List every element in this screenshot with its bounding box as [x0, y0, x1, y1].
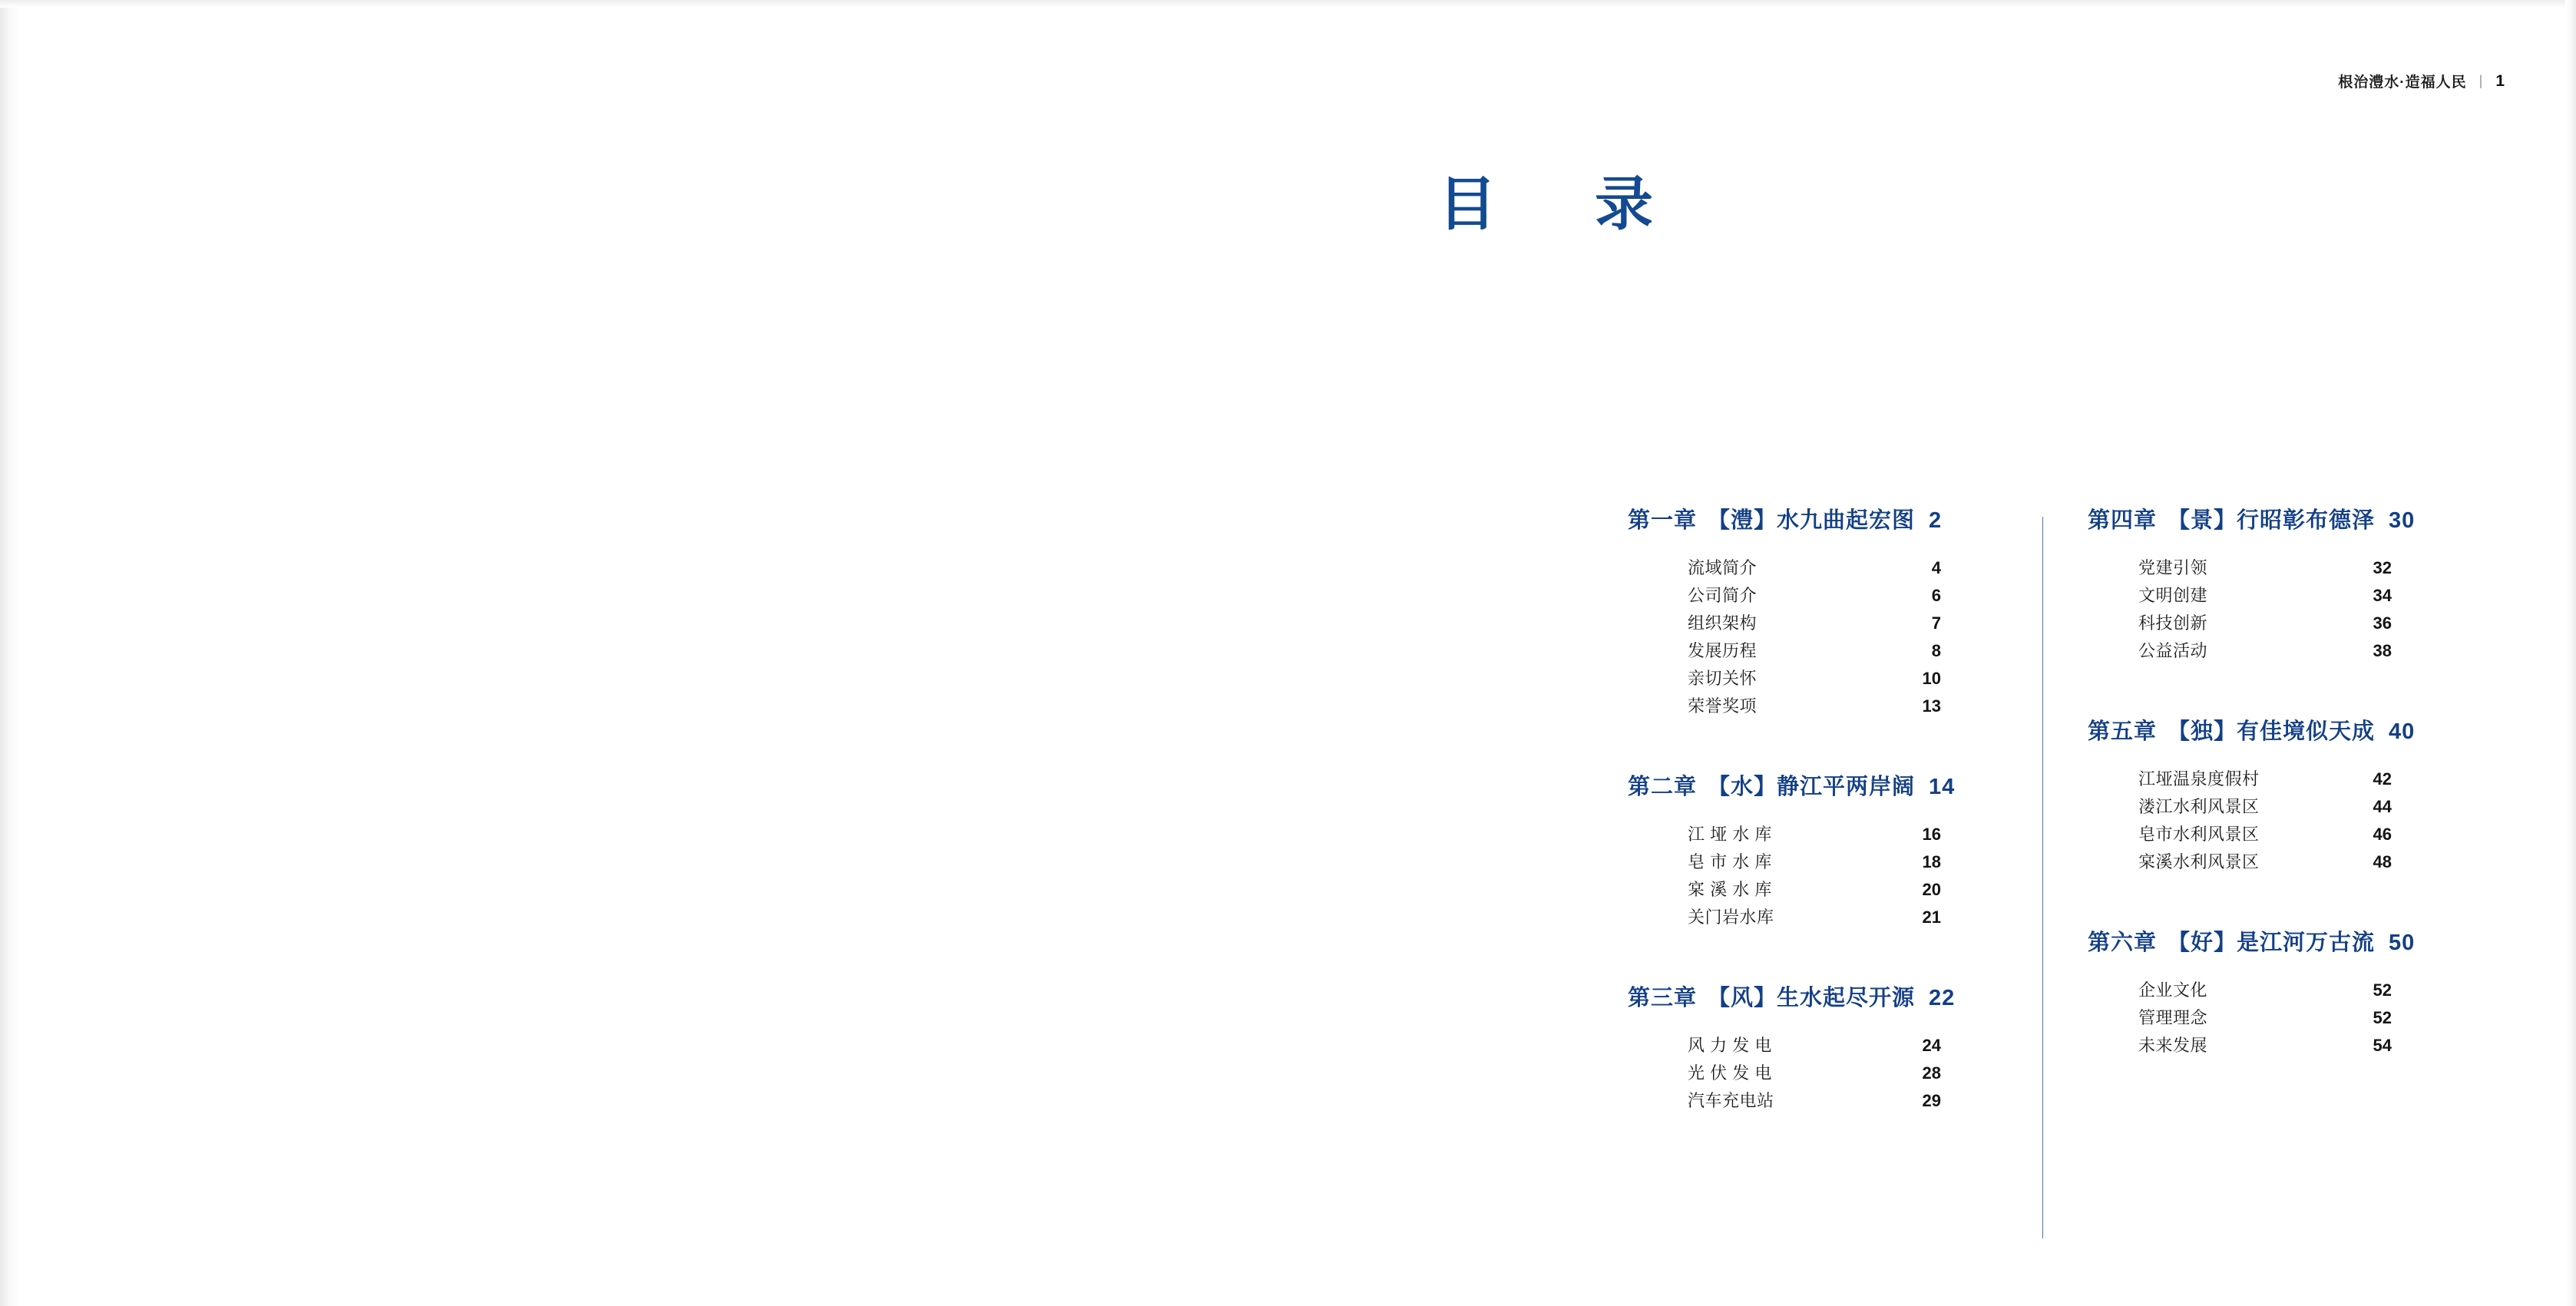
list-item[interactable] [1688, 582, 1941, 610]
entry-label: 党建引领 [2138, 558, 2208, 577]
entry-label: 管理理念 [2138, 1008, 2208, 1027]
list-item[interactable] [2138, 821, 2392, 848]
entry-page-number: 6 [1931, 586, 1941, 605]
list-item[interactable] [2138, 1032, 2392, 1060]
chapter-block[interactable] [2088, 925, 2502, 1060]
chapter-number: 第六章 [2088, 931, 2158, 955]
entry-page-number: 18 [1922, 852, 1941, 871]
running-header-title: 根治澧水·造福人民 [2338, 74, 2467, 91]
entry-label: 风 力 发 电 [1688, 1036, 1772, 1055]
chapter-title: 【景】行昭彰布德泽 [2168, 508, 2376, 533]
chapter-block[interactable] [2088, 503, 2502, 665]
list-item[interactable] [2138, 977, 2392, 1004]
chapter-number: 第二章 [1628, 775, 1698, 799]
chapter-entry-list [2088, 765, 2502, 876]
entry-label: 企业文化 [2138, 980, 2208, 1000]
chapter-number: 第三章 [1628, 986, 1698, 1010]
table-of-contents [1628, 503, 2503, 1238]
chapter-page-number: 2 [1929, 508, 1943, 533]
chapter-block[interactable] [2088, 714, 2502, 876]
entry-label: 皂 市 水 库 [1688, 852, 1772, 871]
list-item[interactable] [2138, 610, 2392, 637]
entry-label: 光 伏 发 电 [1688, 1063, 1772, 1083]
list-item[interactable] [1688, 693, 1941, 720]
entry-label: 江垭温泉度假村 [2138, 769, 2260, 789]
entry-page-number: 42 [2373, 769, 2392, 789]
list-item[interactable] [1688, 1060, 1941, 1087]
chapter-page-number: 30 [2389, 508, 2416, 533]
entry-page-number: 46 [2373, 825, 2392, 844]
list-item[interactable] [1688, 821, 1941, 848]
entry-page-number: 28 [1922, 1063, 1941, 1083]
entry-label: 宲溪水利风景区 [2138, 852, 2260, 871]
list-item[interactable] [1688, 848, 1941, 876]
list-item[interactable] [1688, 1032, 1941, 1060]
chapter-entry-list [2088, 977, 2502, 1060]
entry-page-number: 52 [2373, 980, 2392, 1000]
entry-label: 未来发展 [2138, 1036, 2208, 1055]
chapter-heading[interactable] [2088, 714, 2502, 746]
chapter-heading[interactable] [2088, 925, 2502, 957]
chapter-title: 【风】生水起尽开源 [1708, 986, 1916, 1010]
chapter-block[interactable] [1628, 503, 2042, 720]
entry-label: 溇江水利风景区 [2138, 797, 2260, 816]
chapter-title: 【好】是江河万古流 [2168, 931, 2376, 955]
entry-label: 文明创建 [2138, 586, 2208, 605]
entry-page-number: 36 [2373, 613, 2392, 633]
entry-label: 公司简介 [1688, 586, 1758, 605]
list-item[interactable] [2138, 554, 2392, 582]
entry-label: 科技创新 [2138, 613, 2208, 633]
chapter-page-number: 40 [2389, 719, 2416, 744]
column-divider [2042, 517, 2043, 1238]
entry-label: 组织架构 [1688, 613, 1758, 633]
entry-page-number: 7 [1931, 613, 1941, 633]
entry-page-number: 44 [2373, 797, 2392, 816]
chapter-number: 第四章 [2088, 508, 2158, 533]
chapter-heading[interactable] [2088, 503, 2502, 534]
running-header [2338, 71, 2505, 91]
entry-label: 发展历程 [1688, 641, 1758, 660]
entry-page-number: 10 [1922, 669, 1941, 688]
entry-page-number: 54 [2373, 1036, 2392, 1055]
running-header-page-number: 1 [2495, 71, 2505, 90]
list-item[interactable] [2138, 765, 2392, 793]
entry-page-number: 32 [2373, 558, 2392, 577]
entry-page-number: 20 [1922, 880, 1941, 899]
entry-page-number: 38 [2373, 641, 2392, 660]
page-title: 目 录 [1438, 170, 1673, 238]
chapter-entry-list [1628, 554, 2042, 720]
entry-label: 汽车充电站 [1688, 1091, 1774, 1110]
list-item[interactable] [1688, 554, 1941, 582]
chapter-entry-list [2088, 554, 2502, 665]
list-item[interactable] [2138, 582, 2392, 610]
entry-label: 流域简介 [1688, 558, 1758, 577]
chapter-entry-list [1628, 821, 2042, 931]
entry-page-number: 48 [2373, 852, 2392, 871]
list-item[interactable] [1688, 876, 1941, 904]
entry-label: 江 垭 水 库 [1688, 825, 1772, 844]
chapter-block[interactable] [1628, 980, 2042, 1115]
entry-label: 皂市水利风景区 [2138, 825, 2260, 844]
chapter-title: 【水】静江平两岸阔 [1708, 775, 1916, 799]
entry-label: 公益活动 [2138, 641, 2208, 660]
list-item[interactable] [1688, 665, 1941, 693]
page-edge-shadow [2565, 0, 2576, 1306]
entry-page-number: 24 [1922, 1036, 1941, 1055]
entry-label: 荣誉奖项 [1688, 696, 1758, 716]
entry-page-number: 4 [1931, 558, 1941, 577]
entry-page-number: 16 [1922, 825, 1941, 844]
list-item[interactable] [2138, 1004, 2392, 1032]
entry-label: 亲切关怀 [1688, 669, 1758, 688]
chapter-heading[interactable] [1628, 980, 2042, 1012]
entry-page-number: 8 [1931, 641, 1941, 660]
list-item[interactable] [1688, 610, 1941, 637]
list-item[interactable] [2138, 793, 2392, 821]
chapter-page-number: 22 [1929, 986, 1956, 1010]
entry-page-number: 29 [1922, 1091, 1941, 1110]
toc-column-right [2088, 503, 2502, 1060]
entry-page-number: 34 [2373, 586, 2392, 605]
list-item[interactable] [2138, 848, 2392, 876]
entry-page-number: 21 [1922, 908, 1941, 927]
chapter-page-number: 14 [1929, 775, 1956, 799]
chapter-entry-list [1628, 1032, 2042, 1115]
toc-column-left [1628, 503, 2042, 1115]
list-item[interactable] [1688, 904, 1941, 931]
chapter-number: 第五章 [2088, 719, 2158, 744]
entry-page-number: 13 [1922, 696, 1941, 716]
running-header-separator: | [2478, 73, 2484, 88]
entry-page-number: 52 [2373, 1008, 2392, 1027]
page-spine-shadow [0, 0, 20, 1306]
entry-label: 关门岩水库 [1688, 908, 1774, 927]
list-item[interactable] [1688, 637, 1941, 665]
list-item[interactable] [2138, 637, 2392, 665]
chapter-page-number: 50 [2389, 931, 2416, 955]
entry-label: 宲 溪 水 库 [1688, 880, 1772, 899]
chapter-title: 【独】有佳境似天成 [2168, 719, 2376, 744]
page-top-shadow [0, 0, 2576, 8]
chapter-heading[interactable] [1628, 769, 2042, 801]
chapter-block[interactable] [1628, 769, 2042, 931]
list-item[interactable] [1688, 1087, 1941, 1115]
chapter-heading[interactable] [1628, 503, 2042, 534]
chapter-number: 第一章 [1628, 508, 1698, 533]
chapter-title: 【澧】水九曲起宏图 [1708, 508, 1916, 533]
